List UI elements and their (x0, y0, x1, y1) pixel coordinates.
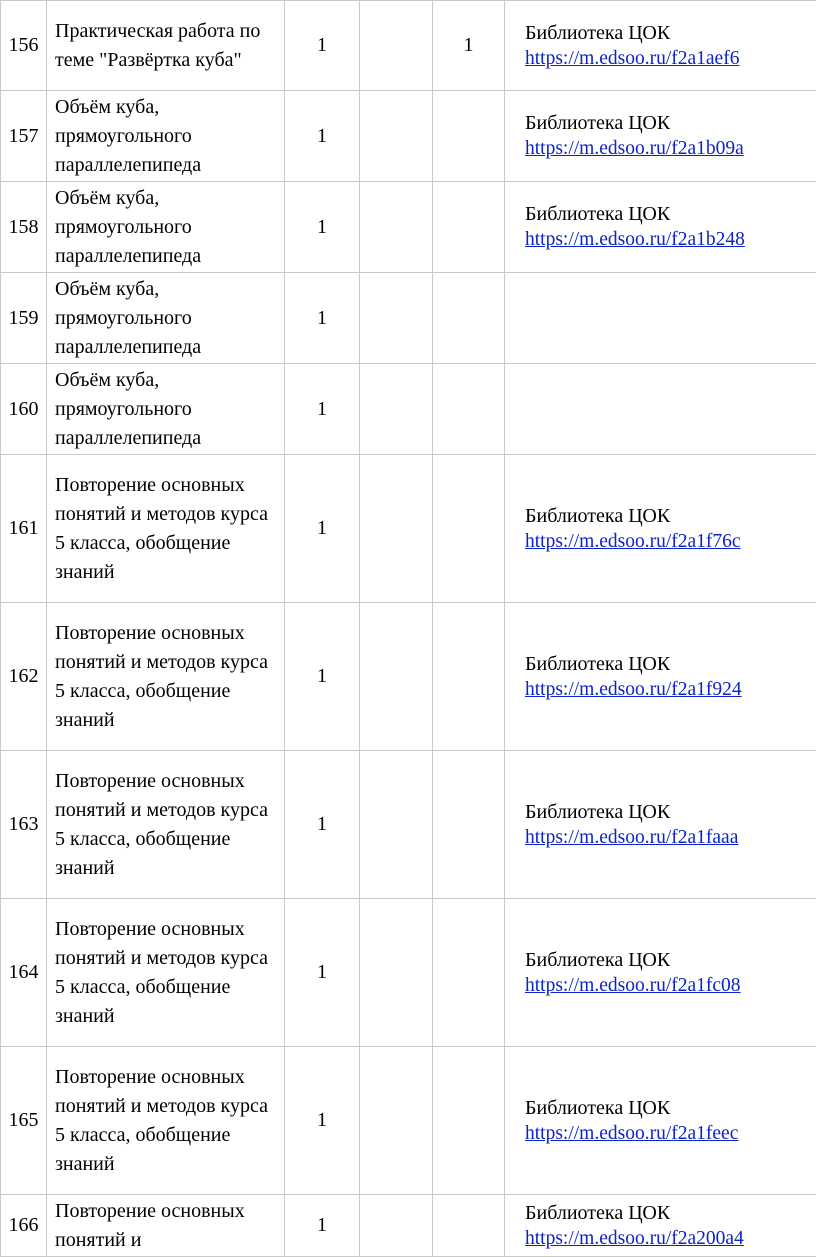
library-label: Библиотека ЦОК (525, 504, 671, 527)
digital-resource (505, 1, 816, 91)
hours-control (360, 1195, 433, 1257)
lesson-number: 164 (1, 899, 47, 1047)
lesson-number: 165 (1, 1047, 47, 1195)
resource-link[interactable]: https://m.edsoo.ru/f2a1fc08 (525, 974, 741, 996)
resource-link[interactable]: https://m.edsoo.ru/f2a1aef6 (525, 47, 740, 69)
digital-resource (505, 182, 816, 273)
lesson-topic: Повторение основных понятий и методов курса 5 класса, обобщение знаний (47, 751, 285, 899)
hours-practical (433, 364, 505, 455)
lesson-topic: Объём куба, прямоугольного параллелепипеда (47, 273, 285, 364)
lesson-topic: Повторение основных понятий и методов курса 5 класса, обобщение знаний (47, 899, 285, 1047)
resource-link[interactable]: https://m.edsoo.ru/f2a1f76c (525, 530, 741, 552)
hours-total: 1 (285, 455, 360, 603)
hours-total: 1 (285, 1047, 360, 1195)
digital-resource (505, 751, 816, 899)
lesson-number: 156 (1, 1, 47, 91)
lesson-number: 157 (1, 91, 47, 182)
digital-resource (505, 1195, 816, 1257)
lesson-topic: Повторение основных понятий и методов курса 5 класса, обобщение знаний (47, 455, 285, 603)
table-row (1, 455, 816, 603)
library-label: Библиотека ЦОК (525, 203, 671, 225)
library-label: Библиотека ЦОК (525, 1096, 671, 1119)
hours-total: 1 (285, 364, 360, 455)
library-label: Библиотека ЦОК (525, 112, 671, 134)
table-row (1, 91, 816, 182)
lesson-topic: Объём куба, прямоугольного параллелепипеда (47, 364, 285, 455)
lesson-topic: Практическая работа по теме "Развёртка куба" (47, 1, 285, 91)
hours-total: 1 (285, 751, 360, 899)
library-label: Библиотека ЦОК (525, 800, 671, 823)
hours-total: 1 (285, 899, 360, 1047)
resource-link[interactable]: https://m.edsoo.ru/f2a1b09a (525, 138, 744, 159)
hours-practical (433, 1195, 505, 1257)
library-label: Библиотека ЦОК (525, 1201, 671, 1224)
digital-resource (505, 899, 816, 1047)
library-label: Библиотека ЦОК (525, 21, 671, 44)
hours-control (360, 751, 433, 899)
lesson-number: 159 (1, 273, 47, 364)
hours-practical (433, 455, 505, 603)
lesson-topic: Объём куба, прямоугольного параллелепипеда (47, 182, 285, 273)
hours-total: 1 (285, 273, 360, 364)
lesson-number: 158 (1, 182, 47, 273)
hours-practical (433, 899, 505, 1047)
hours-practical (433, 182, 505, 273)
hours-control (360, 364, 433, 455)
hours-practical: 1 (433, 1, 505, 91)
lesson-number: 160 (1, 364, 47, 455)
hours-control (360, 899, 433, 1047)
resource-link[interactable]: https://m.edsoo.ru/f2a1faaa (525, 826, 739, 848)
table-row (1, 364, 816, 455)
table-row (1, 603, 816, 751)
hours-control (360, 273, 433, 364)
digital-resource (505, 455, 816, 603)
digital-resource (505, 603, 816, 751)
hours-control (360, 182, 433, 273)
lesson-number: 161 (1, 455, 47, 603)
library-label: Библиотека ЦОК (525, 652, 671, 675)
resource-link[interactable]: https://m.edsoo.ru/f2a200a4 (525, 1227, 744, 1249)
digital-resource (505, 364, 816, 455)
lesson-topic: Повторение основных понятий и методов курса 5 класса, обобщение знаний (47, 603, 285, 751)
table-row (1, 751, 816, 899)
digital-resource (505, 273, 816, 364)
table-row (1, 1047, 816, 1195)
resource-link[interactable]: https://m.edsoo.ru/f2a1b248 (525, 229, 745, 250)
hours-total: 1 (285, 1195, 360, 1257)
hours-total: 1 (285, 1, 360, 91)
table-row (1, 1, 816, 91)
hours-practical (433, 273, 505, 364)
lesson-number: 162 (1, 603, 47, 751)
hours-control (360, 1047, 433, 1195)
table-row (1, 1195, 816, 1257)
resource-link[interactable]: https://m.edsoo.ru/f2a1feec (525, 1122, 739, 1144)
lesson-topic: Повторение основных понятий и (47, 1195, 285, 1257)
table-row (1, 899, 816, 1047)
hours-total: 1 (285, 91, 360, 182)
table-row (1, 182, 816, 273)
hours-control (360, 91, 433, 182)
lesson-topic: Объём куба, прямоугольного параллелепипеда (47, 91, 285, 182)
digital-resource (505, 91, 816, 182)
digital-resource (505, 1047, 816, 1195)
hours-practical (433, 603, 505, 751)
hours-practical (433, 91, 505, 182)
lesson-topic: Повторение основных понятий и методов курса 5 класса, обобщение знаний (47, 1047, 285, 1195)
hours-practical (433, 1047, 505, 1195)
library-label: Библиотека ЦОК (525, 948, 671, 971)
resource-link[interactable]: https://m.edsoo.ru/f2a1f924 (525, 678, 742, 700)
hours-control (360, 603, 433, 751)
lesson-number: 163 (1, 751, 47, 899)
hours-control (360, 455, 433, 603)
hours-control (360, 1, 433, 91)
hours-practical (433, 751, 505, 899)
hours-total: 1 (285, 182, 360, 273)
lesson-number: 166 (1, 1195, 47, 1257)
hours-total: 1 (285, 603, 360, 751)
table-row (1, 273, 816, 364)
